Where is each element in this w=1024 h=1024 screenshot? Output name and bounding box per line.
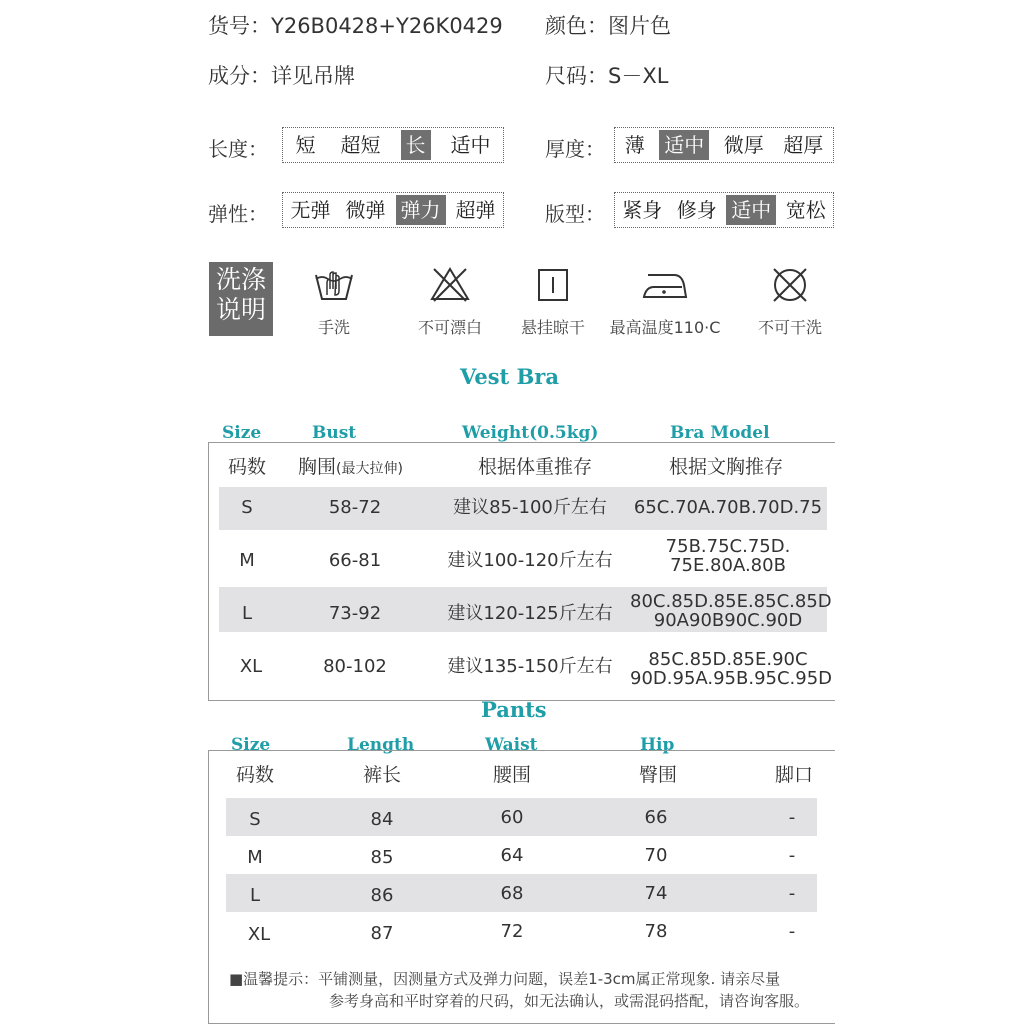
pants-hem-cell: - [788, 845, 796, 866]
fit-label: 版型： [545, 202, 605, 226]
pants-en-header-length: Length [347, 735, 415, 755]
vest-size-cell: XL [239, 656, 263, 677]
length-label: 长度： [208, 137, 268, 161]
vest-table-title: Vest Bra [460, 364, 559, 389]
care-no-bleach [405, 265, 495, 338]
no-bleach-icon [428, 265, 472, 305]
care-hang-dry [505, 265, 601, 338]
pants-hem-cell: - [788, 921, 796, 942]
elasticity-option-selected: 弹力 [396, 195, 446, 225]
material-label: 成分： [208, 64, 271, 88]
vest-bust-note: (最大拉伸) [336, 461, 403, 477]
length-options [282, 127, 504, 163]
material-value: 详见吊牌 [271, 64, 355, 88]
vest-size-cell: M [239, 550, 255, 571]
pants-en-header-waist: Waist [485, 735, 538, 755]
thickness-option: 薄 [624, 133, 645, 157]
color-label: 颜色： [545, 14, 608, 38]
color-value: 图片色 [608, 14, 671, 38]
pants-en-header-hip: Hip [640, 735, 675, 755]
size-range-row [545, 60, 668, 90]
thickness-options [614, 127, 834, 163]
care-label-hang-dry: 悬挂晾干 [520, 318, 585, 337]
thickness-label: 厚度： [545, 137, 605, 161]
care-label-hand-wash: 手洗 [317, 318, 350, 337]
vest-size-cell: L [241, 603, 253, 624]
pants-hip-cell: 78 [644, 921, 668, 942]
length-option-selected: 长 [401, 130, 431, 160]
pants-cn-header-length: 裤长 [362, 764, 401, 786]
fit-option-selected: 适中 [726, 195, 776, 225]
vest-en-header-size: Size [222, 423, 262, 443]
sku-row [208, 10, 503, 40]
thickness-option-selected: 适中 [659, 130, 709, 160]
elasticity-option: 超弹 [455, 198, 496, 222]
vest-en-header-weight: Weight(0.5kg) [462, 423, 599, 443]
fit-option: 宽松 [785, 198, 826, 222]
vest-model-cell: 75B.75C.75D. [665, 536, 791, 557]
sku-value: Y26B0428+Y26K0429 [271, 14, 503, 38]
care-no-dry-clean [745, 265, 835, 338]
pants-waist-cell: 72 [500, 921, 524, 942]
vest-model-cell-line2: 90A90B90C.90D [653, 610, 803, 631]
vest-weight-cell: 建议135-150斤左右 [447, 656, 613, 677]
pants-hip-cell: 74 [644, 883, 668, 904]
vest-cn-header-weight: 根据体重推存 [477, 456, 592, 478]
vest-bust-cell: 80-102 [323, 656, 387, 677]
pants-length-cell: 86 [370, 885, 394, 906]
pants-waist-cell: 64 [500, 845, 524, 866]
size-label: 尺码： [545, 64, 608, 88]
pants-cn-header-hem: 脚口 [774, 764, 813, 786]
vest-weight-cell: 建议85-100斤左右 [453, 497, 607, 518]
vest-model-cell: 85C.85D.85E.90C [648, 649, 808, 670]
care-label-no-bleach: 不可漂白 [417, 318, 482, 337]
length-option: 短 [295, 133, 316, 157]
wash-tag-line1: 洗涤 [215, 265, 266, 294]
pants-waist-cell: 60 [500, 807, 524, 828]
iron-icon [638, 265, 692, 305]
vest-cn-header-bust-text: 胸围 [298, 456, 337, 478]
fit-options [614, 192, 834, 228]
thickness-option: 微厚 [723, 133, 764, 157]
pants-en-header-size: Size [231, 735, 271, 755]
vest-en-header-model: Bra Model [670, 423, 770, 443]
vest-weight-cell: 建议100-120斤左右 [447, 550, 613, 571]
pants-length-cell: 87 [370, 923, 394, 944]
pants-cn-header-size: 码数 [235, 764, 274, 786]
vest-model-cell: 65C.70A.70B.70D.75 [633, 497, 823, 518]
size-value: S－XL [608, 64, 669, 88]
pants-table-title: Pants [481, 697, 547, 722]
vest-cn-header-bust [298, 458, 428, 479]
sku-label: 货号： [208, 14, 271, 38]
care-hand-wash [294, 265, 374, 338]
material-row [208, 60, 355, 90]
vest-model-cell-line2: 75E.80A.80B [670, 555, 786, 576]
hand-wash-icon [312, 265, 356, 305]
pants-hem-cell: - [788, 883, 796, 904]
pants-size-cell: M [247, 847, 263, 868]
pants-size-cell: L [249, 885, 261, 906]
no-dry-clean-icon [768, 265, 812, 305]
vest-cn-header-size: 码数 [227, 456, 266, 478]
care-iron [600, 265, 730, 338]
pants-waist-cell: 68 [500, 883, 524, 904]
pants-size-cell: S [249, 809, 261, 830]
vest-cn-header-model: 根据文胸推存 [668, 456, 783, 478]
pants-hip-cell: 70 [644, 845, 668, 866]
length-option: 超短 [340, 133, 381, 157]
pants-length-cell: 84 [370, 809, 394, 830]
elasticity-option: 无弹 [290, 198, 331, 222]
vest-model-cell: 80C.85D.85E.85C.85D [630, 591, 832, 612]
pants-hip-cell: 66 [644, 807, 668, 828]
pants-cn-header-hip: 臀围 [638, 764, 677, 786]
pants-cn-header-waist: 腰围 [492, 764, 531, 786]
vest-bust-cell: 58-72 [328, 497, 382, 518]
vest-weight-cell: 建议120-125斤左右 [447, 603, 613, 624]
fit-option: 紧身 [622, 198, 663, 222]
elasticity-label: 弹性： [208, 202, 268, 226]
wash-tag-line2: 说明 [215, 295, 266, 324]
vest-size-cell: S [241, 497, 253, 518]
fit-option: 修身 [676, 198, 717, 222]
care-label-no-dry-clean: 不可干洗 [757, 318, 822, 337]
vest-bust-cell: 73-92 [328, 603, 382, 624]
vest-model-cell-line2: 90D.95A.95B.95C.95D [630, 668, 833, 689]
wash-instructions-tag [209, 262, 273, 336]
length-option: 适中 [450, 133, 491, 157]
vest-en-header-bust: Bust [312, 423, 357, 443]
pants-size-cell: XL [247, 924, 271, 945]
measurement-note-line1: ■温馨提示：平铺测量，因测量方式及弹力问题，误差1-3cm属正常现象. 请亲尽量 [229, 970, 781, 988]
measurement-note-line2: 参考身高和平时穿着的尺码，如无法确认，或需混码搭配，请咨询客服。 [329, 992, 810, 1010]
color-row [545, 10, 671, 40]
elasticity-options [282, 192, 504, 228]
pants-length-cell: 85 [370, 847, 394, 868]
care-label-iron: 最高温度110·C [609, 318, 721, 337]
hang-dry-icon [531, 265, 575, 305]
elasticity-option: 微弹 [345, 198, 386, 222]
pants-hem-cell: - [788, 807, 796, 828]
vest-bust-cell: 66-81 [328, 550, 382, 571]
thickness-option: 超厚 [783, 133, 824, 157]
